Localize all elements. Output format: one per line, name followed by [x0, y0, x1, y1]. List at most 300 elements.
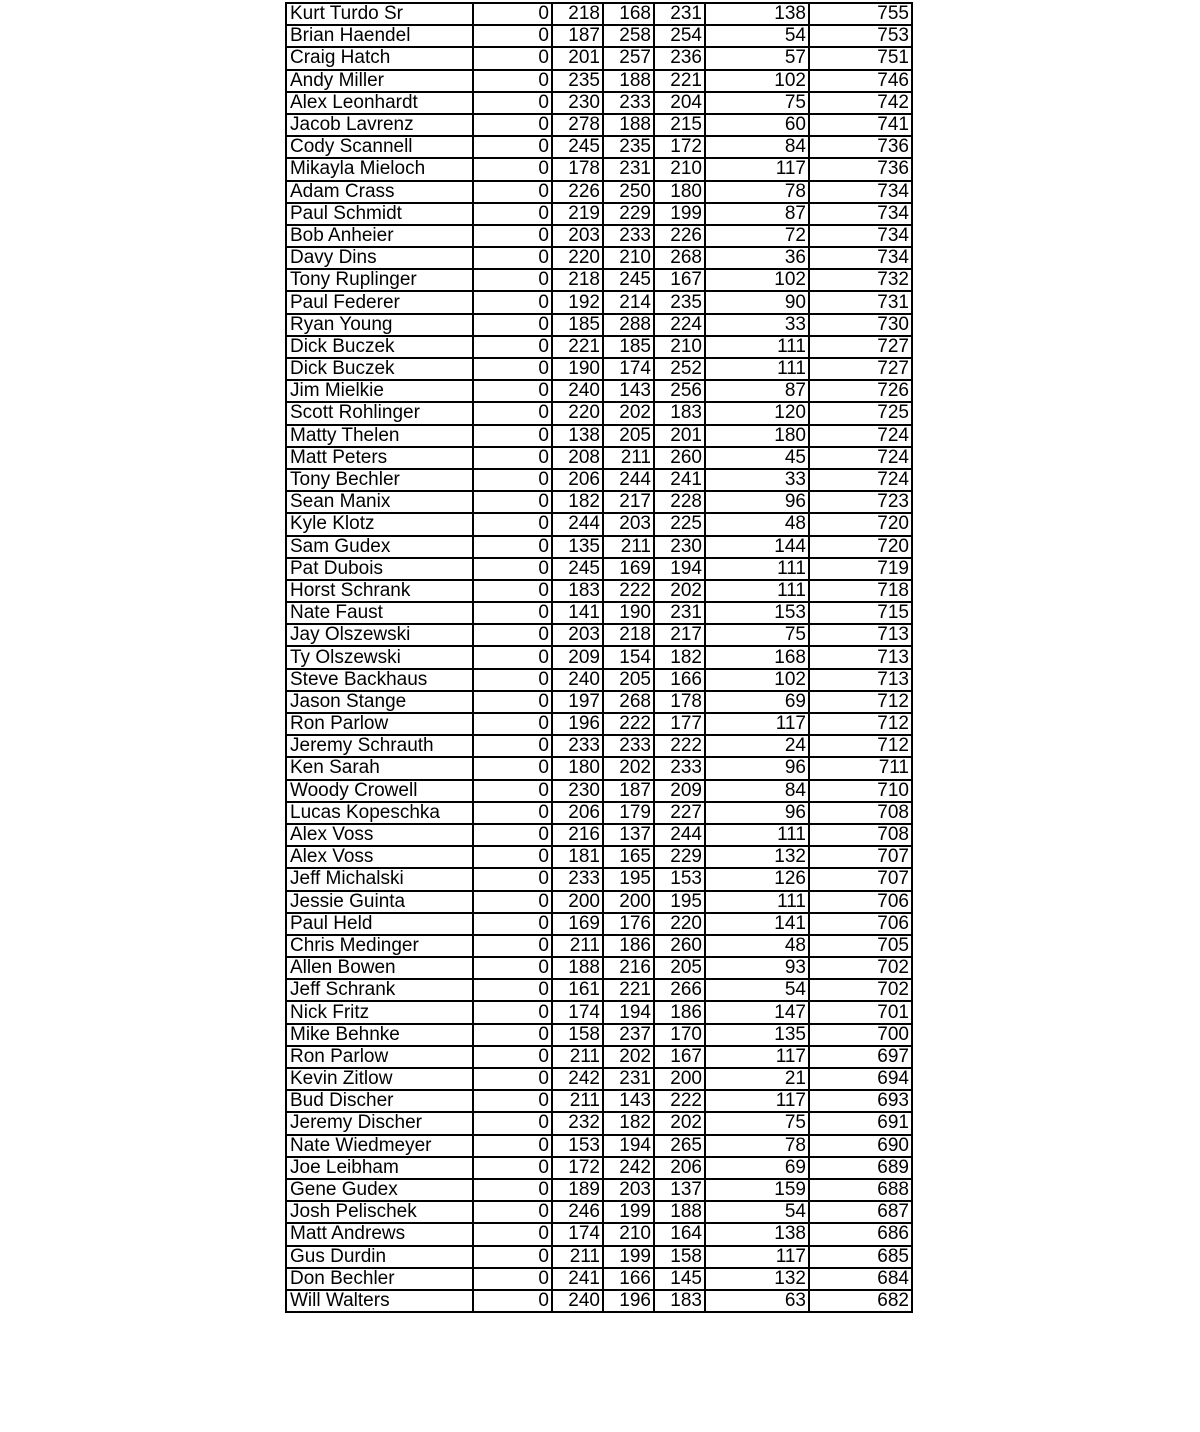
total-cell: 705 [809, 935, 912, 957]
handicap-cell: 111 [705, 891, 809, 913]
total-cell: 734 [809, 247, 912, 269]
total-cell: 746 [809, 70, 912, 92]
player-name-cell: Matt Peters [286, 447, 473, 469]
game-2-cell: 233 [603, 225, 654, 247]
handicap-cell: 69 [705, 691, 809, 713]
player-name-cell: Paul Schmidt [286, 203, 473, 225]
game-2-cell: 245 [603, 269, 654, 291]
game-3-cell: 225 [654, 513, 705, 535]
handicap-cell: 60 [705, 114, 809, 136]
total-cell: 727 [809, 358, 912, 380]
column-1-cell: 0 [473, 691, 552, 713]
game-3-cell: 199 [654, 203, 705, 225]
total-cell: 693 [809, 1090, 912, 1112]
game-3-cell: 227 [654, 802, 705, 824]
column-1-cell: 0 [473, 1290, 552, 1312]
column-1-cell: 0 [473, 1268, 552, 1290]
table-row [286, 136, 912, 158]
game-1-cell: 240 [552, 1290, 603, 1312]
player-name-cell: Sean Manix [286, 491, 473, 513]
table-row [286, 1001, 912, 1023]
column-1-cell: 0 [473, 735, 552, 757]
game-2-cell: 182 [603, 1112, 654, 1134]
game-3-cell: 265 [654, 1135, 705, 1157]
game-2-cell: 174 [603, 358, 654, 380]
handicap-cell: 141 [705, 913, 809, 935]
table-row [286, 247, 912, 269]
game-1-cell: 201 [552, 47, 603, 69]
game-3-cell: 188 [654, 1201, 705, 1223]
column-1-cell: 0 [473, 646, 552, 668]
handicap-cell: 21 [705, 1068, 809, 1090]
game-2-cell: 169 [603, 558, 654, 580]
game-3-cell: 178 [654, 691, 705, 713]
handicap-cell: 117 [705, 1090, 809, 1112]
total-cell: 706 [809, 891, 912, 913]
total-cell: 724 [809, 447, 912, 469]
game-2-cell: 179 [603, 802, 654, 824]
game-1-cell: 242 [552, 1068, 603, 1090]
game-2-cell: 268 [603, 691, 654, 713]
table-row [286, 913, 912, 935]
game-2-cell: 229 [603, 203, 654, 225]
game-1-cell: 203 [552, 225, 603, 247]
total-cell: 685 [809, 1246, 912, 1268]
game-2-cell: 199 [603, 1201, 654, 1223]
column-1-cell: 0 [473, 558, 552, 580]
player-name-cell: Bob Anheier [286, 225, 473, 247]
player-name-cell: Andy Miller [286, 70, 473, 92]
game-2-cell: 166 [603, 1268, 654, 1290]
game-3-cell: 182 [654, 646, 705, 668]
total-cell: 718 [809, 580, 912, 602]
table-row [286, 824, 912, 846]
game-3-cell: 145 [654, 1268, 705, 1290]
table-row [286, 425, 912, 447]
handicap-cell: 90 [705, 291, 809, 313]
player-name-cell: Kevin Zitlow [286, 1068, 473, 1090]
table-row [286, 1046, 912, 1068]
game-2-cell: 168 [603, 3, 654, 25]
game-1-cell: 240 [552, 380, 603, 402]
column-1-cell: 0 [473, 713, 552, 735]
player-name-cell: Jay Olszewski [286, 624, 473, 646]
player-name-cell: Ryan Young [286, 314, 473, 336]
game-3-cell: 170 [654, 1024, 705, 1046]
game-2-cell: 221 [603, 979, 654, 1001]
player-name-cell: Steve Backhaus [286, 669, 473, 691]
game-3-cell: 167 [654, 269, 705, 291]
total-cell: 682 [809, 1290, 912, 1312]
game-1-cell: 220 [552, 402, 603, 424]
game-3-cell: 231 [654, 3, 705, 25]
total-cell: 723 [809, 491, 912, 513]
table-row [286, 1223, 912, 1245]
game-3-cell: 183 [654, 402, 705, 424]
total-cell: 724 [809, 425, 912, 447]
table-row [286, 1179, 912, 1201]
game-1-cell: 245 [552, 558, 603, 580]
game-1-cell: 188 [552, 957, 603, 979]
game-2-cell: 258 [603, 25, 654, 47]
total-cell: 713 [809, 624, 912, 646]
table-row [286, 602, 912, 624]
column-1-cell: 0 [473, 92, 552, 114]
player-name-cell: Horst Schrank [286, 580, 473, 602]
game-3-cell: 172 [654, 136, 705, 158]
game-2-cell: 195 [603, 868, 654, 890]
table-row [286, 957, 912, 979]
game-3-cell: 202 [654, 580, 705, 602]
handicap-cell: 87 [705, 380, 809, 402]
game-3-cell: 180 [654, 181, 705, 203]
table-row [286, 891, 912, 913]
handicap-cell: 75 [705, 624, 809, 646]
table-row [286, 181, 912, 203]
handicap-cell: 96 [705, 757, 809, 779]
game-1-cell: 138 [552, 425, 603, 447]
table-row [286, 225, 912, 247]
player-name-cell: Davy Dins [286, 247, 473, 269]
handicap-cell: 54 [705, 1201, 809, 1223]
player-name-cell: Ron Parlow [286, 713, 473, 735]
column-1-cell: 0 [473, 891, 552, 913]
total-cell: 724 [809, 469, 912, 491]
player-name-cell: Ron Parlow [286, 1046, 473, 1068]
column-1-cell: 0 [473, 158, 552, 180]
game-2-cell: 242 [603, 1157, 654, 1179]
game-1-cell: 135 [552, 536, 603, 558]
handicap-cell: 57 [705, 47, 809, 69]
player-name-cell: Joe Leibham [286, 1157, 473, 1179]
game-3-cell: 266 [654, 979, 705, 1001]
game-2-cell: 235 [603, 136, 654, 158]
table-row [286, 713, 912, 735]
column-1-cell: 0 [473, 136, 552, 158]
game-3-cell: 252 [654, 358, 705, 380]
table-row [286, 114, 912, 136]
handicap-cell: 132 [705, 1268, 809, 1290]
total-cell: 753 [809, 25, 912, 47]
handicap-cell: 78 [705, 1135, 809, 1157]
total-cell: 694 [809, 1068, 912, 1090]
game-1-cell: 182 [552, 491, 603, 513]
player-name-cell: Alex Voss [286, 846, 473, 868]
column-1-cell: 0 [473, 314, 552, 336]
column-1-cell: 0 [473, 402, 552, 424]
player-name-cell: Paul Federer [286, 291, 473, 313]
game-3-cell: 229 [654, 846, 705, 868]
handicap-cell: 93 [705, 957, 809, 979]
total-cell: 684 [809, 1268, 912, 1290]
game-1-cell: 233 [552, 868, 603, 890]
game-3-cell: 231 [654, 602, 705, 624]
total-cell: 725 [809, 402, 912, 424]
game-1-cell: 245 [552, 136, 603, 158]
total-cell: 712 [809, 691, 912, 713]
player-name-cell: Ken Sarah [286, 757, 473, 779]
total-cell: 707 [809, 868, 912, 890]
total-cell: 690 [809, 1135, 912, 1157]
column-1-cell: 0 [473, 1001, 552, 1023]
table-row [286, 380, 912, 402]
total-cell: 700 [809, 1024, 912, 1046]
game-3-cell: 226 [654, 225, 705, 247]
player-name-cell: Gene Gudex [286, 1179, 473, 1201]
player-name-cell: Josh Pelischek [286, 1201, 473, 1223]
column-1-cell: 0 [473, 47, 552, 69]
game-2-cell: 257 [603, 47, 654, 69]
table-row [286, 70, 912, 92]
column-1-cell: 0 [473, 824, 552, 846]
game-2-cell: 190 [603, 602, 654, 624]
table-row [286, 669, 912, 691]
game-2-cell: 188 [603, 114, 654, 136]
handicap-cell: 102 [705, 269, 809, 291]
handicap-cell: 33 [705, 469, 809, 491]
player-name-cell: Chris Medinger [286, 935, 473, 957]
game-2-cell: 211 [603, 536, 654, 558]
total-cell: 707 [809, 846, 912, 868]
player-name-cell: Cody Scannell [286, 136, 473, 158]
game-3-cell: 209 [654, 780, 705, 802]
game-1-cell: 211 [552, 1046, 603, 1068]
column-1-cell: 0 [473, 1068, 552, 1090]
game-1-cell: 241 [552, 1268, 603, 1290]
column-1-cell: 0 [473, 1024, 552, 1046]
game-3-cell: 201 [654, 425, 705, 447]
player-name-cell: Bud Discher [286, 1090, 473, 1112]
column-1-cell: 0 [473, 225, 552, 247]
game-1-cell: 203 [552, 624, 603, 646]
table-row [286, 291, 912, 313]
game-1-cell: 206 [552, 469, 603, 491]
column-1-cell: 0 [473, 358, 552, 380]
player-name-cell: Don Bechler [286, 1268, 473, 1290]
game-3-cell: 222 [654, 735, 705, 757]
game-2-cell: 200 [603, 891, 654, 913]
handicap-cell: 147 [705, 1001, 809, 1023]
handicap-cell: 117 [705, 158, 809, 180]
table-row [286, 558, 912, 580]
game-1-cell: 233 [552, 735, 603, 757]
player-name-cell: Jason Stange [286, 691, 473, 713]
player-name-cell: Pat Dubois [286, 558, 473, 580]
game-3-cell: 210 [654, 336, 705, 358]
player-name-cell: Alex Leonhardt [286, 92, 473, 114]
table-row [286, 1268, 912, 1290]
handicap-cell: 138 [705, 3, 809, 25]
handicap-cell: 84 [705, 780, 809, 802]
column-1-cell: 0 [473, 1201, 552, 1223]
game-3-cell: 222 [654, 1090, 705, 1112]
table-row [286, 402, 912, 424]
game-2-cell: 202 [603, 1046, 654, 1068]
table-row [286, 1201, 912, 1223]
column-1-cell: 0 [473, 1246, 552, 1268]
handicap-cell: 117 [705, 713, 809, 735]
game-2-cell: 143 [603, 1090, 654, 1112]
column-1-cell: 0 [473, 25, 552, 47]
game-1-cell: 187 [552, 25, 603, 47]
handicap-cell: 96 [705, 491, 809, 513]
table-row [286, 935, 912, 957]
total-cell: 691 [809, 1112, 912, 1134]
table-row [286, 269, 912, 291]
total-cell: 713 [809, 669, 912, 691]
game-3-cell: 202 [654, 1112, 705, 1134]
total-cell: 730 [809, 314, 912, 336]
table-row [286, 536, 912, 558]
game-2-cell: 288 [603, 314, 654, 336]
column-1-cell: 0 [473, 624, 552, 646]
game-3-cell: 210 [654, 158, 705, 180]
column-1-cell: 0 [473, 957, 552, 979]
total-cell: 736 [809, 136, 912, 158]
game-2-cell: 199 [603, 1246, 654, 1268]
game-2-cell: 214 [603, 291, 654, 313]
handicap-cell: 132 [705, 846, 809, 868]
column-1-cell: 0 [473, 291, 552, 313]
table-row [286, 979, 912, 1001]
player-name-cell: Jessie Guinta [286, 891, 473, 913]
game-2-cell: 216 [603, 957, 654, 979]
handicap-cell: 54 [705, 979, 809, 1001]
table-row [286, 1246, 912, 1268]
column-1-cell: 0 [473, 247, 552, 269]
handicap-cell: 75 [705, 92, 809, 114]
game-3-cell: 215 [654, 114, 705, 136]
total-cell: 686 [809, 1223, 912, 1245]
game-1-cell: 240 [552, 669, 603, 691]
column-1-cell: 0 [473, 979, 552, 1001]
table-row [286, 3, 912, 25]
table-row [286, 691, 912, 713]
game-3-cell: 153 [654, 868, 705, 890]
game-1-cell: 218 [552, 3, 603, 25]
column-1-cell: 0 [473, 602, 552, 624]
player-name-cell: Jeff Schrank [286, 979, 473, 1001]
table-row [286, 513, 912, 535]
game-3-cell: 217 [654, 624, 705, 646]
column-1-cell: 0 [473, 935, 552, 957]
player-name-cell: Nick Fritz [286, 1001, 473, 1023]
column-1-cell: 0 [473, 1157, 552, 1179]
total-cell: 687 [809, 1201, 912, 1223]
column-1-cell: 0 [473, 269, 552, 291]
column-1-cell: 0 [473, 1179, 552, 1201]
game-1-cell: 141 [552, 602, 603, 624]
game-1-cell: 211 [552, 935, 603, 957]
table-row [286, 25, 912, 47]
game-3-cell: 205 [654, 957, 705, 979]
table-row [286, 203, 912, 225]
game-1-cell: 235 [552, 70, 603, 92]
game-1-cell: 206 [552, 802, 603, 824]
game-3-cell: 260 [654, 935, 705, 957]
game-3-cell: 177 [654, 713, 705, 735]
game-1-cell: 230 [552, 780, 603, 802]
handicap-cell: 135 [705, 1024, 809, 1046]
player-name-cell: Kyle Klotz [286, 513, 473, 535]
game-2-cell: 137 [603, 824, 654, 846]
game-3-cell: 158 [654, 1246, 705, 1268]
column-1-cell: 0 [473, 1112, 552, 1134]
player-name-cell: Jeremy Schrauth [286, 735, 473, 757]
handicap-cell: 102 [705, 669, 809, 691]
game-1-cell: 221 [552, 336, 603, 358]
score-table [285, 2, 913, 1313]
column-1-cell: 0 [473, 1046, 552, 1068]
total-cell: 736 [809, 158, 912, 180]
handicap-cell: 84 [705, 136, 809, 158]
handicap-cell: 153 [705, 602, 809, 624]
table-row [286, 1135, 912, 1157]
game-1-cell: 216 [552, 824, 603, 846]
game-2-cell: 154 [603, 646, 654, 668]
column-1-cell: 0 [473, 425, 552, 447]
game-1-cell: 158 [552, 1024, 603, 1046]
player-name-cell: Gus Durdin [286, 1246, 473, 1268]
game-2-cell: 233 [603, 92, 654, 114]
game-2-cell: 203 [603, 1179, 654, 1201]
handicap-cell: 78 [705, 181, 809, 203]
table-row [286, 780, 912, 802]
table-row [286, 491, 912, 513]
player-name-cell: Dick Buczek [286, 336, 473, 358]
total-cell: 711 [809, 757, 912, 779]
total-cell: 742 [809, 92, 912, 114]
player-name-cell: Mike Behnke [286, 1024, 473, 1046]
game-2-cell: 210 [603, 247, 654, 269]
total-cell: 755 [809, 3, 912, 25]
total-cell: 726 [809, 380, 912, 402]
column-1-cell: 0 [473, 336, 552, 358]
game-3-cell: 194 [654, 558, 705, 580]
player-name-cell: Lucas Kopeschka [286, 802, 473, 824]
game-2-cell: 210 [603, 1223, 654, 1245]
handicap-cell: 48 [705, 513, 809, 535]
game-1-cell: 208 [552, 447, 603, 469]
game-2-cell: 231 [603, 158, 654, 180]
player-name-cell: Jacob Lavrenz [286, 114, 473, 136]
table-row [286, 846, 912, 868]
player-name-cell: Paul Held [286, 913, 473, 935]
handicap-cell: 111 [705, 824, 809, 846]
player-name-cell: Sam Gudex [286, 536, 473, 558]
handicap-cell: 87 [705, 203, 809, 225]
game-1-cell: 220 [552, 247, 603, 269]
player-name-cell: Will Walters [286, 1290, 473, 1312]
column-1-cell: 0 [473, 669, 552, 691]
game-1-cell: 172 [552, 1157, 603, 1179]
total-cell: 713 [809, 646, 912, 668]
handicap-cell: 138 [705, 1223, 809, 1245]
game-3-cell: 235 [654, 291, 705, 313]
total-cell: 697 [809, 1046, 912, 1068]
table-row [286, 92, 912, 114]
player-name-cell: Brian Haendel [286, 25, 473, 47]
handicap-cell: 180 [705, 425, 809, 447]
game-2-cell: 188 [603, 70, 654, 92]
column-1-cell: 0 [473, 491, 552, 513]
player-name-cell: Matt Andrews [286, 1223, 473, 1245]
total-cell: 732 [809, 269, 912, 291]
total-cell: 720 [809, 536, 912, 558]
total-cell: 688 [809, 1179, 912, 1201]
total-cell: 708 [809, 824, 912, 846]
column-1-cell: 0 [473, 380, 552, 402]
